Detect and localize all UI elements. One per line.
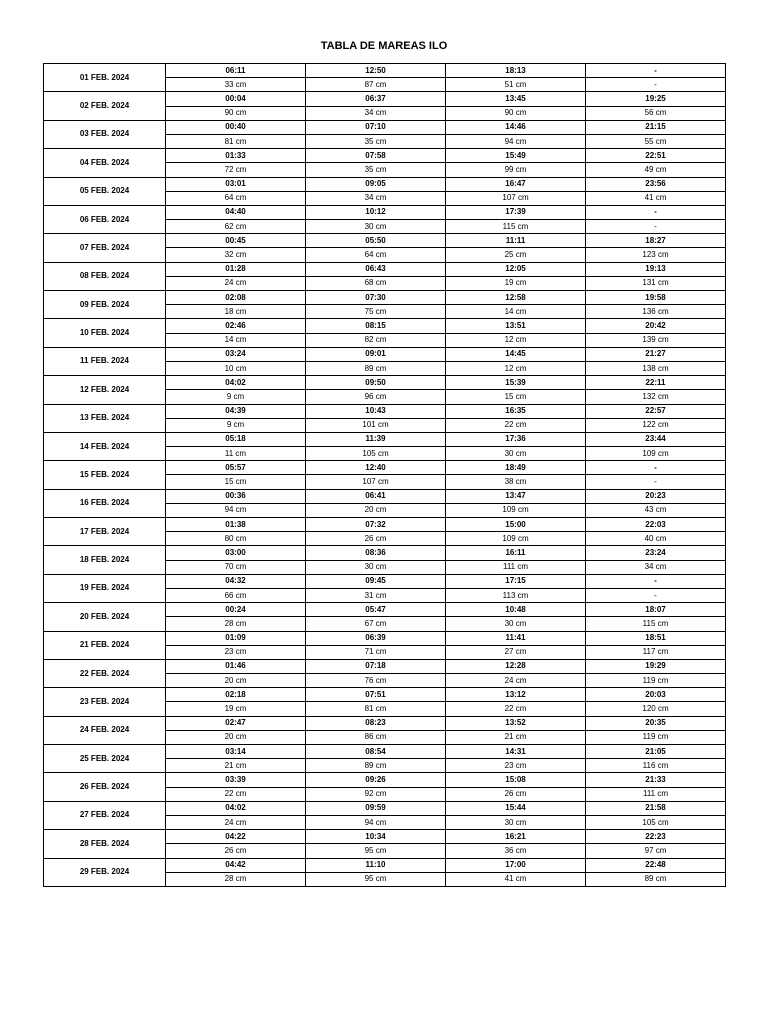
tide-height-cell: 111 cm (586, 787, 726, 801)
tide-height-cell: 49 cm (586, 163, 726, 177)
day-time-row (44, 858, 726, 872)
tide-time-cell: 21:27 (586, 347, 726, 361)
tide-height-cell: 34 cm (306, 106, 446, 120)
tide-height-cell: 71 cm (306, 645, 446, 659)
tide-time-cell: 22:48 (586, 858, 726, 872)
tide-height-cell: 21 cm (446, 730, 586, 744)
tide-height-cell: 41 cm (586, 191, 726, 205)
tide-table (43, 63, 726, 887)
day-time-row (44, 234, 726, 248)
tide-height-cell: 82 cm (306, 333, 446, 347)
tide-height-cell: 116 cm (586, 759, 726, 773)
tide-time-cell: 09:50 (306, 376, 446, 390)
day-time-row (44, 319, 726, 333)
tide-height-cell: 35 cm (306, 163, 446, 177)
tide-time-cell: 15:39 (446, 376, 586, 390)
date-cell: 14 FEB. 2024 (44, 432, 166, 460)
tide-time-cell: 06:11 (166, 64, 306, 78)
tide-height-cell: 24 cm (166, 815, 306, 829)
tide-height-cell: 35 cm (306, 134, 446, 148)
tide-time-cell: 20:03 (586, 688, 726, 702)
tide-height-cell: 34 cm (306, 191, 446, 205)
tide-time-cell: 21:15 (586, 120, 726, 134)
tide-height-cell: 22 cm (446, 702, 586, 716)
tide-height-cell: 38 cm (446, 475, 586, 489)
tide-height-cell: 21 cm (166, 759, 306, 773)
tide-height-cell: 139 cm (586, 333, 726, 347)
tide-time-cell: 23:24 (586, 546, 726, 560)
tide-height-cell: 66 cm (166, 588, 306, 602)
day-time-row (44, 376, 726, 390)
tide-time-cell: 15:00 (446, 518, 586, 532)
tide-height-cell: 19 cm (446, 276, 586, 290)
tide-time-cell: 08:15 (306, 319, 446, 333)
tide-height-cell: 24 cm (446, 674, 586, 688)
tide-time-cell: - (586, 205, 726, 219)
day-time-row (44, 461, 726, 475)
tide-height-cell: 120 cm (586, 702, 726, 716)
tide-time-cell: 14:45 (446, 347, 586, 361)
day-time-row (44, 716, 726, 730)
tide-height-cell: 12 cm (446, 333, 586, 347)
tide-height-cell: 109 cm (586, 447, 726, 461)
tide-time-cell: 20:23 (586, 489, 726, 503)
tide-height-cell: 41 cm (446, 872, 586, 886)
date-cell: 20 FEB. 2024 (44, 603, 166, 631)
tide-height-cell: 68 cm (306, 276, 446, 290)
tide-time-cell: 10:34 (306, 830, 446, 844)
day-time-row (44, 574, 726, 588)
day-time-row (44, 432, 726, 446)
tide-time-cell: 12:05 (446, 262, 586, 276)
tide-time-cell: 03:00 (166, 546, 306, 560)
date-cell: 11 FEB. 2024 (44, 347, 166, 375)
tide-height-cell: 96 cm (306, 390, 446, 404)
tide-height-cell: 31 cm (306, 588, 446, 602)
date-cell: 07 FEB. 2024 (44, 234, 166, 262)
tide-time-cell: 06:43 (306, 262, 446, 276)
tide-height-cell: 22 cm (166, 787, 306, 801)
tide-height-cell: 115 cm (586, 617, 726, 631)
tide-height-cell: 89 cm (306, 759, 446, 773)
tide-time-cell: 11:11 (446, 234, 586, 248)
tide-time-cell: 02:08 (166, 291, 306, 305)
tide-height-cell: - (586, 475, 726, 489)
tide-height-cell: 26 cm (446, 787, 586, 801)
date-cell: 12 FEB. 2024 (44, 376, 166, 404)
tide-time-cell: 07:30 (306, 291, 446, 305)
tide-time-cell: 12:58 (446, 291, 586, 305)
date-cell: 25 FEB. 2024 (44, 745, 166, 773)
tide-time-cell: 04:02 (166, 376, 306, 390)
tide-time-cell: 12:28 (446, 659, 586, 673)
tide-time-cell: 18:13 (446, 64, 586, 78)
tide-time-cell: 22:03 (586, 518, 726, 532)
day-time-row (44, 659, 726, 673)
tide-height-cell: 99 cm (446, 163, 586, 177)
tide-time-cell: 07:10 (306, 120, 446, 134)
date-cell: 28 FEB. 2024 (44, 830, 166, 858)
tide-time-cell: 15:49 (446, 149, 586, 163)
tide-height-cell: 15 cm (166, 475, 306, 489)
tide-time-cell: 16:21 (446, 830, 586, 844)
tide-time-cell: - (586, 461, 726, 475)
tide-time-cell: 09:45 (306, 574, 446, 588)
tide-height-cell: 105 cm (306, 447, 446, 461)
date-cell: 23 FEB. 2024 (44, 688, 166, 716)
day-time-row (44, 205, 726, 219)
date-cell: 29 FEB. 2024 (44, 858, 166, 886)
date-cell: 19 FEB. 2024 (44, 574, 166, 602)
tide-height-cell: 22 cm (446, 418, 586, 432)
tide-height-cell: 94 cm (446, 134, 586, 148)
tide-height-cell: 43 cm (586, 503, 726, 517)
tide-time-cell: 16:11 (446, 546, 586, 560)
tide-height-cell: 138 cm (586, 361, 726, 375)
tide-time-cell: 08:36 (306, 546, 446, 560)
tide-height-cell: 11 cm (166, 447, 306, 461)
tide-time-cell: 00:24 (166, 603, 306, 617)
tide-time-cell: 01:38 (166, 518, 306, 532)
tide-height-cell: 94 cm (306, 815, 446, 829)
day-time-row (44, 92, 726, 106)
tide-time-cell: 14:31 (446, 745, 586, 759)
tide-time-cell: 08:23 (306, 716, 446, 730)
tide-height-cell: 95 cm (306, 872, 446, 886)
tide-height-cell: 33 cm (166, 78, 306, 92)
tide-height-cell: 28 cm (166, 617, 306, 631)
tide-height-cell: 119 cm (586, 730, 726, 744)
day-time-row (44, 631, 726, 645)
tide-time-cell: 03:01 (166, 177, 306, 191)
day-time-row (44, 546, 726, 560)
tide-time-cell: 02:46 (166, 319, 306, 333)
tide-time-cell: 01:33 (166, 149, 306, 163)
tide-height-cell: 28 cm (166, 872, 306, 886)
tide-height-cell: 94 cm (166, 503, 306, 517)
tide-time-cell: 10:43 (306, 404, 446, 418)
date-cell: 24 FEB. 2024 (44, 716, 166, 744)
tide-time-cell: 16:35 (446, 404, 586, 418)
tide-height-cell: 14 cm (446, 305, 586, 319)
tide-height-cell: 92 cm (306, 787, 446, 801)
date-cell: 03 FEB. 2024 (44, 120, 166, 148)
tide-height-cell: 109 cm (446, 532, 586, 546)
tide-height-cell: 51 cm (446, 78, 586, 92)
tide-time-cell: 18:27 (586, 234, 726, 248)
date-cell: 01 FEB. 2024 (44, 64, 166, 92)
tide-time-cell: 13:51 (446, 319, 586, 333)
tide-height-cell: 115 cm (446, 220, 586, 234)
tide-time-cell: 03:14 (166, 745, 306, 759)
tide-time-cell: 01:28 (166, 262, 306, 276)
tide-time-cell: 04:22 (166, 830, 306, 844)
tide-height-cell: 15 cm (446, 390, 586, 404)
tide-time-cell: 23:44 (586, 432, 726, 446)
date-cell: 26 FEB. 2024 (44, 773, 166, 801)
tide-time-cell: 22:23 (586, 830, 726, 844)
tide-time-cell: 11:41 (446, 631, 586, 645)
tide-time-cell: 19:29 (586, 659, 726, 673)
tide-time-cell: 04:40 (166, 205, 306, 219)
date-cell: 17 FEB. 2024 (44, 518, 166, 546)
tide-time-cell: 05:57 (166, 461, 306, 475)
tide-height-cell: 113 cm (446, 588, 586, 602)
tide-time-cell: 09:01 (306, 347, 446, 361)
day-time-row (44, 64, 726, 78)
tide-time-cell: 13:12 (446, 688, 586, 702)
tide-time-cell: 10:48 (446, 603, 586, 617)
tide-time-cell: 19:58 (586, 291, 726, 305)
tide-height-cell: 25 cm (446, 248, 586, 262)
tide-height-cell: 105 cm (586, 815, 726, 829)
tide-height-cell: 14 cm (166, 333, 306, 347)
tide-height-cell: 20 cm (306, 503, 446, 517)
tide-time-cell: 15:44 (446, 801, 586, 815)
day-time-row (44, 120, 726, 134)
date-cell: 15 FEB. 2024 (44, 461, 166, 489)
tide-time-cell: 21:05 (586, 745, 726, 759)
tide-time-cell: 00:45 (166, 234, 306, 248)
tide-height-cell: 132 cm (586, 390, 726, 404)
tide-height-cell: - (586, 220, 726, 234)
tide-table-body (44, 64, 726, 887)
tide-time-cell: 06:41 (306, 489, 446, 503)
tide-height-cell: 40 cm (586, 532, 726, 546)
tide-height-cell: 62 cm (166, 220, 306, 234)
tide-time-cell: 04:32 (166, 574, 306, 588)
tide-height-cell: 119 cm (586, 674, 726, 688)
date-cell: 10 FEB. 2024 (44, 319, 166, 347)
tide-height-cell: 12 cm (446, 361, 586, 375)
tide-time-cell: 00:04 (166, 92, 306, 106)
tide-height-cell: 80 cm (166, 532, 306, 546)
tide-height-cell: 90 cm (446, 106, 586, 120)
tide-time-cell: 04:42 (166, 858, 306, 872)
tide-time-cell: 18:49 (446, 461, 586, 475)
tide-height-cell: 111 cm (446, 560, 586, 574)
tide-height-cell: - (586, 588, 726, 602)
tide-height-cell: 72 cm (166, 163, 306, 177)
tide-height-cell: 9 cm (166, 418, 306, 432)
date-cell: 18 FEB. 2024 (44, 546, 166, 574)
tide-height-cell: 30 cm (306, 560, 446, 574)
tide-time-cell: 11:39 (306, 432, 446, 446)
date-cell: 08 FEB. 2024 (44, 262, 166, 290)
tide-height-cell: 20 cm (166, 730, 306, 744)
tide-time-cell: 17:00 (446, 858, 586, 872)
tide-height-cell: 86 cm (306, 730, 446, 744)
tide-time-cell: 20:42 (586, 319, 726, 333)
day-time-row (44, 603, 726, 617)
tide-height-cell: 81 cm (166, 134, 306, 148)
tide-time-cell: 01:46 (166, 659, 306, 673)
tide-height-cell: 81 cm (306, 702, 446, 716)
day-time-row (44, 489, 726, 503)
date-cell: 06 FEB. 2024 (44, 205, 166, 233)
tide-height-cell: 70 cm (166, 560, 306, 574)
date-cell: 16 FEB. 2024 (44, 489, 166, 517)
tide-height-cell: 27 cm (446, 645, 586, 659)
tide-time-cell: 22:57 (586, 404, 726, 418)
tide-time-cell: 10:12 (306, 205, 446, 219)
tide-height-cell: 26 cm (306, 532, 446, 546)
tide-time-cell: 22:51 (586, 149, 726, 163)
tide-height-cell: 30 cm (446, 617, 586, 631)
tide-height-cell: 107 cm (446, 191, 586, 205)
tide-height-cell: 20 cm (166, 674, 306, 688)
tide-height-cell: 87 cm (306, 78, 446, 92)
date-cell: 27 FEB. 2024 (44, 801, 166, 829)
tide-height-cell: 18 cm (166, 305, 306, 319)
tide-height-cell: 64 cm (166, 191, 306, 205)
tide-time-cell: 05:18 (166, 432, 306, 446)
tide-height-cell: 23 cm (166, 645, 306, 659)
tide-time-cell: 08:54 (306, 745, 446, 759)
tide-time-cell: 18:07 (586, 603, 726, 617)
day-time-row (44, 688, 726, 702)
tide-height-cell: 107 cm (306, 475, 446, 489)
tide-time-cell: 07:32 (306, 518, 446, 532)
day-time-row (44, 262, 726, 276)
tide-height-cell: 90 cm (166, 106, 306, 120)
tide-height-cell: 67 cm (306, 617, 446, 631)
date-cell: 21 FEB. 2024 (44, 631, 166, 659)
tide-height-cell: 123 cm (586, 248, 726, 262)
tide-time-cell: 17:39 (446, 205, 586, 219)
tide-height-cell: 23 cm (446, 759, 586, 773)
tide-height-cell: 34 cm (586, 560, 726, 574)
tide-time-cell: 13:47 (446, 489, 586, 503)
tide-time-cell: 17:36 (446, 432, 586, 446)
tide-time-cell: 05:47 (306, 603, 446, 617)
day-time-row (44, 801, 726, 815)
tide-height-cell: 19 cm (166, 702, 306, 716)
tide-height-cell: 136 cm (586, 305, 726, 319)
tide-height-cell: 95 cm (306, 844, 446, 858)
tide-time-cell: 15:08 (446, 773, 586, 787)
day-time-row (44, 177, 726, 191)
day-time-row (44, 773, 726, 787)
tide-time-cell: 16:47 (446, 177, 586, 191)
tide-time-cell: 02:18 (166, 688, 306, 702)
tide-time-cell: - (586, 64, 726, 78)
tide-time-cell: 09:59 (306, 801, 446, 815)
tide-time-cell: 19:13 (586, 262, 726, 276)
tide-time-cell: 13:45 (446, 92, 586, 106)
tide-height-cell: 131 cm (586, 276, 726, 290)
tide-time-cell: 07:58 (306, 149, 446, 163)
tide-height-cell: 101 cm (306, 418, 446, 432)
tide-height-cell: 122 cm (586, 418, 726, 432)
tide-time-cell: 05:50 (306, 234, 446, 248)
tide-time-cell: 09:26 (306, 773, 446, 787)
date-cell: 13 FEB. 2024 (44, 404, 166, 432)
date-cell: 04 FEB. 2024 (44, 149, 166, 177)
tide-height-cell: 24 cm (166, 276, 306, 290)
tide-time-cell: 21:58 (586, 801, 726, 815)
tide-height-cell: 36 cm (446, 844, 586, 858)
tide-time-cell: 11:10 (306, 858, 446, 872)
tide-time-cell: 00:36 (166, 489, 306, 503)
tide-time-cell: 23:56 (586, 177, 726, 191)
tide-time-cell: 04:39 (166, 404, 306, 418)
tide-time-cell: 06:37 (306, 92, 446, 106)
tide-time-cell: 19:25 (586, 92, 726, 106)
day-time-row (44, 291, 726, 305)
tide-time-cell: 07:51 (306, 688, 446, 702)
tide-time-cell: 03:39 (166, 773, 306, 787)
tide-time-cell: 20:35 (586, 716, 726, 730)
tide-height-cell: 56 cm (586, 106, 726, 120)
page-title: TABLA DE MAREAS ILO (320, 40, 448, 52)
tide-height-cell: 30 cm (446, 815, 586, 829)
tide-height-cell: 64 cm (306, 248, 446, 262)
day-time-row (44, 404, 726, 418)
tide-height-cell: 89 cm (306, 361, 446, 375)
tide-time-cell: 18:51 (586, 631, 726, 645)
tide-time-cell: 03:24 (166, 347, 306, 361)
tide-time-cell: 06:39 (306, 631, 446, 645)
tide-height-cell: 10 cm (166, 361, 306, 375)
tide-time-cell: 01:09 (166, 631, 306, 645)
tide-height-cell: 89 cm (586, 872, 726, 886)
tide-time-cell: 21:33 (586, 773, 726, 787)
tide-time-cell: 12:40 (306, 461, 446, 475)
tide-time-cell: 09:05 (306, 177, 446, 191)
tide-height-cell: 30 cm (306, 220, 446, 234)
day-time-row (44, 745, 726, 759)
date-cell: 02 FEB. 2024 (44, 92, 166, 120)
tide-time-cell: 07:18 (306, 659, 446, 673)
tide-time-cell: 04:02 (166, 801, 306, 815)
tide-height-cell: 32 cm (166, 248, 306, 262)
tide-height-cell: 109 cm (446, 503, 586, 517)
date-cell: 22 FEB. 2024 (44, 659, 166, 687)
day-time-row (44, 830, 726, 844)
tide-time-cell: 17:15 (446, 574, 586, 588)
tide-height-cell: 75 cm (306, 305, 446, 319)
tide-time-cell: 22:11 (586, 376, 726, 390)
tide-height-cell: - (586, 78, 726, 92)
tide-height-cell: 55 cm (586, 134, 726, 148)
tide-time-cell: 12:50 (306, 64, 446, 78)
tide-time-cell: - (586, 574, 726, 588)
day-time-row (44, 149, 726, 163)
tide-time-cell: 14:46 (446, 120, 586, 134)
date-cell: 09 FEB. 2024 (44, 291, 166, 319)
tide-height-cell: 97 cm (586, 844, 726, 858)
tide-height-cell: 9 cm (166, 390, 306, 404)
day-time-row (44, 518, 726, 532)
tide-time-cell: 13:52 (446, 716, 586, 730)
tide-time-cell: 00:40 (166, 120, 306, 134)
day-time-row (44, 347, 726, 361)
tide-height-cell: 117 cm (586, 645, 726, 659)
tide-height-cell: 76 cm (306, 674, 446, 688)
tide-height-cell: 30 cm (446, 447, 586, 461)
tide-height-cell: 26 cm (166, 844, 306, 858)
tide-time-cell: 02:47 (166, 716, 306, 730)
date-cell: 05 FEB. 2024 (44, 177, 166, 205)
